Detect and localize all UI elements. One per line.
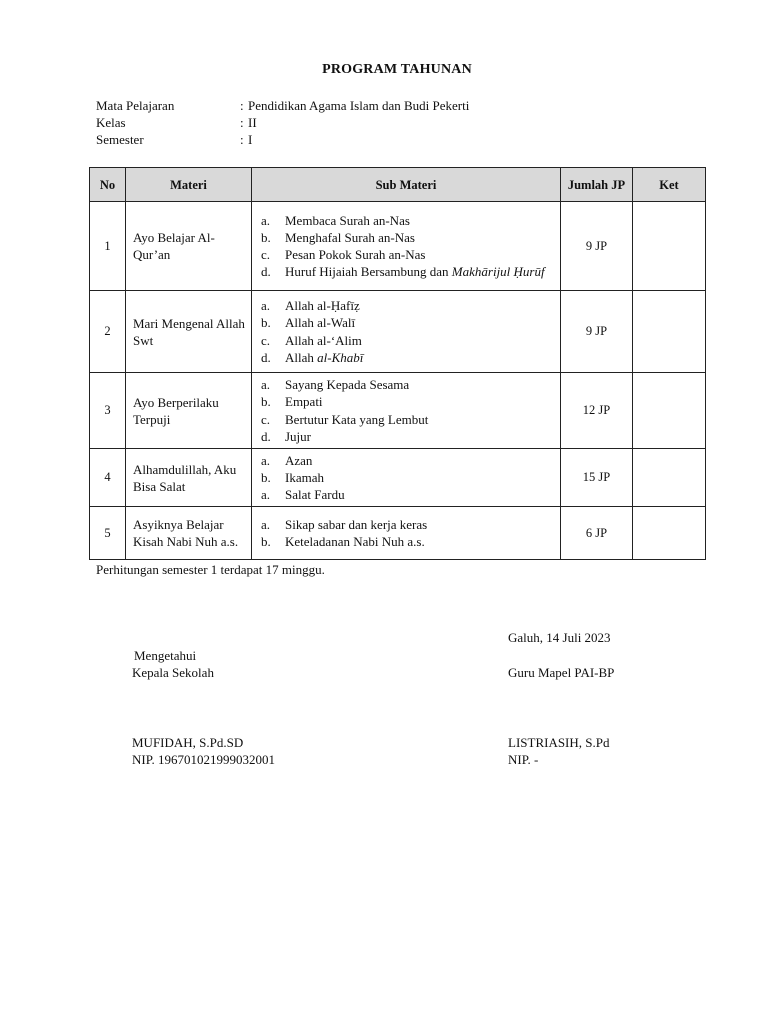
list-item <box>261 376 554 393</box>
header-materi: Materi <box>126 168 252 202</box>
list-item <box>261 212 554 229</box>
list-item <box>261 428 554 445</box>
item-label: a. <box>261 298 271 314</box>
item-label: d. <box>261 264 271 280</box>
row-jumlah-jp: 6 JP <box>561 507 633 560</box>
item-text-mixed <box>285 349 554 366</box>
semester-note: Perhitungan semester 1 terdapat 17 minggu. <box>96 562 325 577</box>
row-materi: Asyiknya Belajar Kisah Nabi Nuh a.s. <box>126 507 252 560</box>
row-jumlah-jp: 9 JP <box>561 291 633 373</box>
item-text: Ikamah <box>285 469 324 485</box>
item-text: Azan <box>285 452 313 468</box>
item-label: b. <box>261 534 271 549</box>
header-sub-materi: Sub Materi <box>252 168 561 202</box>
item-label: c. <box>261 247 271 262</box>
meta-value: I <box>248 132 253 147</box>
place-date: Galuh, 14 Juli 2023 <box>508 630 611 645</box>
row-sub-materi <box>252 449 561 507</box>
table-row <box>90 291 706 373</box>
list-item <box>261 297 554 314</box>
right-signature-nip: NIP. - <box>508 752 539 767</box>
item-text: Keteladanan Nabi Nuh a.s. <box>285 534 425 549</box>
row-sub-materi <box>252 507 561 560</box>
meta-row-subject <box>96 97 469 114</box>
row-sub-materi <box>252 202 561 291</box>
meta-separator: : <box>240 132 244 147</box>
item-label: a. <box>261 516 271 532</box>
meta-separator: : <box>240 98 244 113</box>
meta-value: II <box>248 115 257 130</box>
item-label: a. <box>261 377 271 393</box>
item-label: c. <box>261 411 271 427</box>
item-text: Menghafal Surah an-Nas <box>285 229 415 245</box>
item-text: Bertutur Kata yang Lembut <box>285 411 429 427</box>
left-signature-nip: NIP. 196701021999032001 <box>132 752 276 767</box>
row-jumlah-jp: 9 JP <box>561 202 633 291</box>
item-text: Sayang Kepada Sesama <box>285 377 410 393</box>
row-number: 4 <box>90 449 126 507</box>
item-text-italic: al-Khabī <box>317 349 364 365</box>
table-row <box>90 449 706 507</box>
row-ket <box>633 202 706 291</box>
item-text: Empati <box>285 394 323 410</box>
item-text-mixed <box>285 263 554 280</box>
list-item <box>261 452 554 469</box>
item-label: b. <box>261 394 271 410</box>
list-item <box>261 314 554 331</box>
right-signature-title: Guru Mapel PAI-BP <box>508 665 615 680</box>
header-jumlah-jp: Jumlah JP <box>561 168 633 202</box>
item-text: Sikap sabar dan kerja keras <box>285 516 428 532</box>
row-number: 2 <box>90 291 126 373</box>
list-item <box>261 349 554 366</box>
left-signature-title: Kepala Sekolah <box>132 665 214 680</box>
item-text: Salat Fardu <box>285 487 345 503</box>
row-number: 5 <box>90 507 126 560</box>
item-label: d. <box>261 349 271 365</box>
item-text: Huruf Hijaiah Bersambung dan <box>285 264 452 280</box>
table-row <box>90 373 706 449</box>
item-text: Membaca Surah an-Nas <box>285 212 410 228</box>
list-item <box>261 533 554 550</box>
item-label: b. <box>261 315 271 331</box>
item-text: Allah al-Ḥafīẓ <box>285 298 360 314</box>
row-materi: Ayo Berperilaku Terpuji <box>126 373 252 449</box>
item-text-italic: Makhārijul Ḥurūf <box>451 264 545 280</box>
row-sub-materi <box>252 373 561 449</box>
item-label: c. <box>261 332 271 348</box>
row-materi: Ayo Belajar Al-Qur’an <box>126 202 252 291</box>
meta-label: Mata Pelajaran <box>96 98 175 113</box>
item-text: Allah al-Walī <box>285 315 356 331</box>
item-label: a. <box>261 452 271 468</box>
row-ket <box>633 291 706 373</box>
list-item <box>261 393 554 410</box>
row-ket <box>633 449 706 507</box>
meta-row-class <box>96 114 469 131</box>
meta-row-semester <box>96 131 469 148</box>
list-item <box>261 469 554 486</box>
item-label: d. <box>261 428 271 444</box>
table-row <box>90 202 706 291</box>
item-label: b. <box>261 469 271 485</box>
left-signature-name: MUFIDAH, S.Pd.SD <box>132 735 244 750</box>
list-item <box>261 411 554 428</box>
item-label: a. <box>261 487 271 503</box>
list-item <box>261 246 554 263</box>
list-item <box>261 229 554 246</box>
item-label: b. <box>261 229 271 245</box>
row-ket <box>633 373 706 449</box>
list-item <box>261 263 554 280</box>
row-jumlah-jp: 12 JP <box>561 373 633 449</box>
list-item <box>261 332 554 349</box>
row-number: 1 <box>90 202 126 291</box>
document-meta <box>96 97 469 148</box>
row-jumlah-jp: 15 JP <box>561 449 633 507</box>
row-materi: Mari Mengenal Allah Swt <box>126 291 252 373</box>
header-no: No <box>90 168 126 202</box>
header-ket: Ket <box>633 168 706 202</box>
item-text: Pesan Pokok Surah an-Nas <box>285 247 426 262</box>
program-table <box>89 167 706 560</box>
table-header-row <box>90 168 706 202</box>
meta-separator: : <box>240 115 244 130</box>
row-sub-materi <box>252 291 561 373</box>
row-materi: Alhamdulillah, Aku Bisa Salat <box>126 449 252 507</box>
right-signature-name: LISTRIASIH, S.Pd <box>508 735 610 750</box>
item-label: a. <box>261 212 271 228</box>
meta-label: Kelas <box>96 115 126 130</box>
item-text: Allah al-‘Alim <box>285 332 362 348</box>
meta-value: Pendidikan Agama Islam dan Budi Pekerti <box>248 98 470 113</box>
table-row <box>90 507 706 560</box>
row-ket <box>633 507 706 560</box>
page-title: PROGRAM TAHUNAN <box>322 62 472 77</box>
list-item <box>261 486 554 503</box>
list-item <box>261 516 554 533</box>
row-number: 3 <box>90 373 126 449</box>
item-text: Allah <box>285 349 318 365</box>
item-text: Jujur <box>285 428 311 444</box>
left-signature-line1: Mengetahui <box>134 648 197 663</box>
meta-label: Semester <box>96 132 144 147</box>
